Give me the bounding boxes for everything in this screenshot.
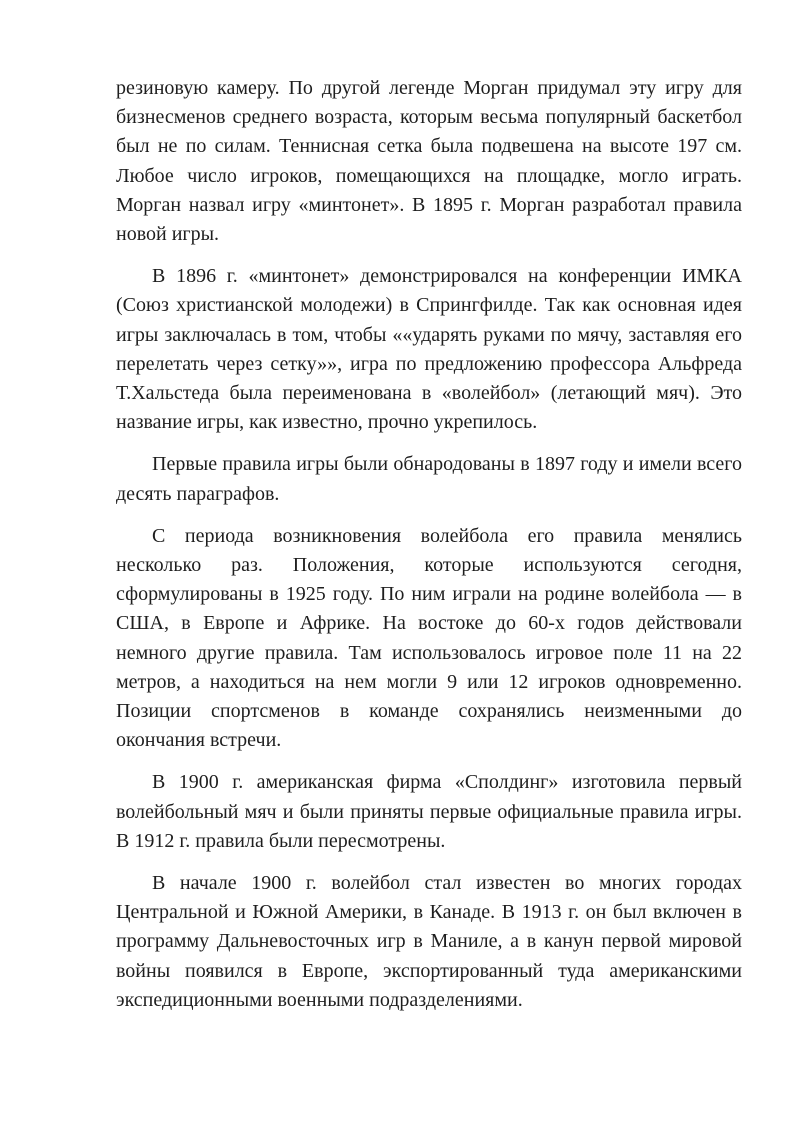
paragraph-5: В 1900 г. американская фирма «Сполдинг» изготовила первый волейбольный мяч и были приняты первые официальные правила игры. В 1912 г. правила были пересмотрены.: [116, 771, 742, 852]
document-page: [116, 74, 742, 1028]
paragraph-6: В начале 1900 г. волейбол стал известен во многих городах Центральной и Южной Америки, в Канаде. В 1913 г. он был включен в программу Дальневосточных игр в Маниле, а в канун первой мировой войны появился в Европе, экспортированный туда американскими экспедиционными военными подразделениями.: [116, 872, 742, 1011]
paragraph-4: С периода возникновения волейбола его правила менялись несколько раз. Положения, которые используются сегодня, сформулированы в 1925 году. По ним играли на родине волейбола — в США, в Европе и Африке. На востоке до 60-х годов действовали немного другие правила. Там использовалось игровое поле 11 на 22 метров, а находиться на нем могли 9 или 12 игроков одновременно. Позиции спортсменов в команде сохранялись неизменными до окончания встречи.: [116, 524, 742, 752]
paragraph-3: Первые правила игры были обнародованы в 1897 году и имели всего десять параграфов.: [116, 453, 742, 505]
paragraph-2: В 1896 г. «минтонет» демонстрировался на конференции ИМКА (Союз христианской молодежи) в Спрингфилде. Так как основная идея игры заключалась в том, чтобы ««ударять руками по мячу, заставляя его перелетать через сетку»», игра по предложению профессора Альфреда Т.Хальстеда была переименована в «волейбол» (летающий мяч). Это название игры, как известно, прочно укрепилось.: [116, 265, 742, 434]
paragraph-1: резиновую камеру. По другой легенде Морган придумал эту игру для бизнесменов среднего возраста, которым весьма популярный баскетбол был не по силам. Теннисная сетка была подвешена на высоте 197 см. Любое число игроков, помещающихся на площадке, могло играть. Морган назвал игру «минтонет». В 1895 г. Морган разработал правила новой игры.: [116, 77, 742, 246]
